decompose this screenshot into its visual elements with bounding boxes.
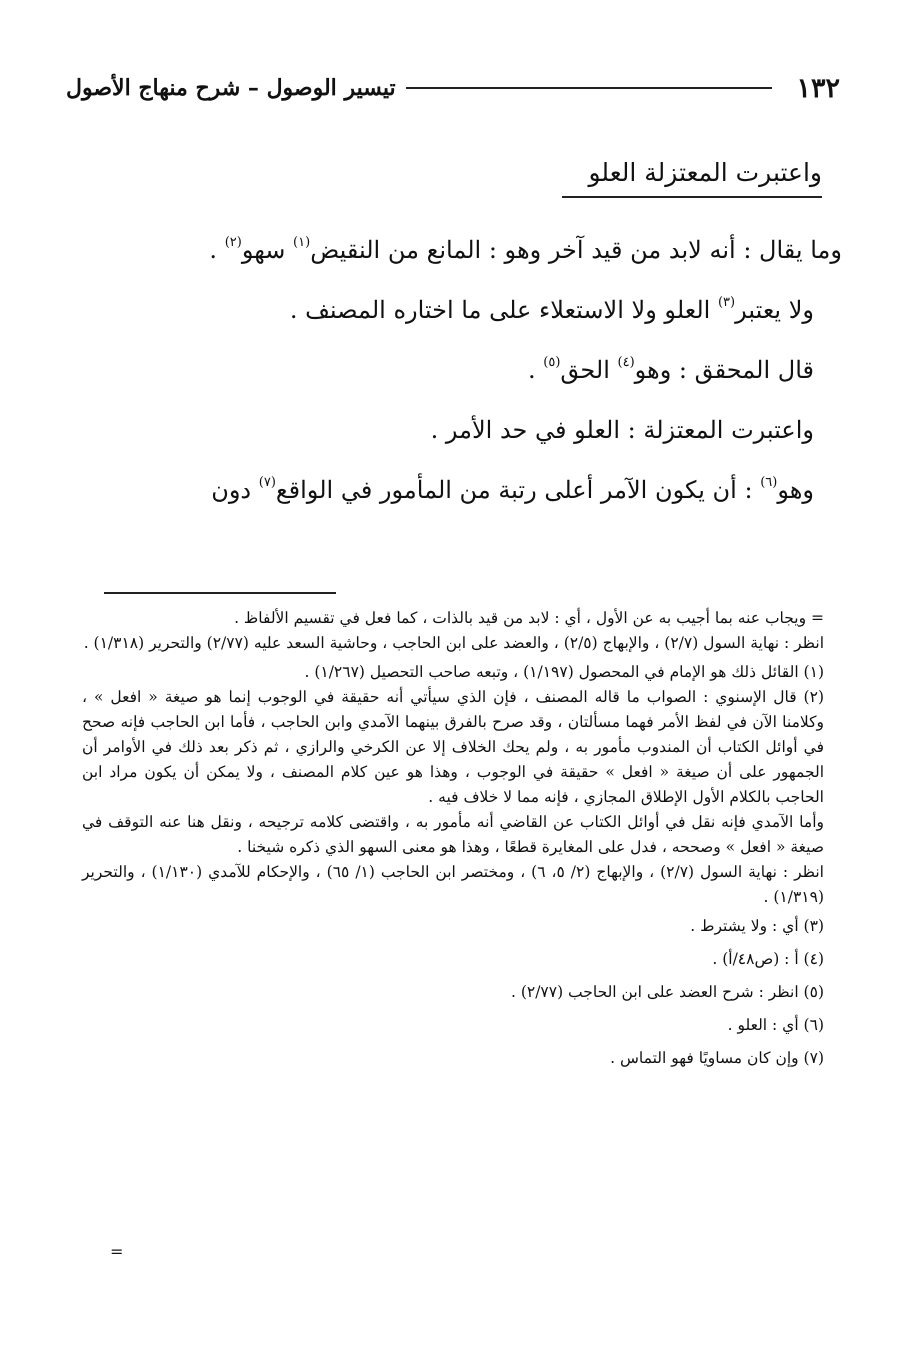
section-heading: واعتبرت المعتزلة العلو [562,150,822,198]
paragraph-4: واعتبرت المعتزلة : العلو في حد الأمر . [430,416,814,444]
footnote-separator [104,592,336,594]
footnote-continuation: = ويجاب عنه بما أجيب به عن الأول ، أي : لابد من قيد بالذات ، كما فعل في تقسيم الألفاظ . [234,609,824,627]
footnote-7: (٧) وإن كان مساويًا فهو التماس . [610,1049,824,1067]
continuation-mark: = [110,1242,124,1261]
paragraph-2: ولا يعتبر$^{(٣)}$ العلو ولا الاستعلاء على ما اختاره المصنف . [289,295,814,324]
footnote-ref-7: (٧) [258,475,276,490]
footnote-ref-3: (٣) [717,295,736,310]
footnote-ref-1: (١) [293,235,311,250]
footnote-6: (٦) أي : العلو . [727,1016,824,1034]
footnote-continuation-refs: انظر : نهاية السول (٢/٧) ، والإبهاج (٢/٥) ، والعضد على ابن الحاجب ، وحاشية السعد عليه (٢/٧٧) والتحرير (١/٣١٨) . [83,634,824,652]
footnote-1: (١) القائل ذلك هو الإمام في المحصول (١/١٩٧) ، وتبعه صاحب التحصيل (١/٢٦٧) . [304,663,824,681]
main-text [62,220,842,520]
running-header [66,66,840,110]
footnote-ref-4: (٤) [617,355,635,370]
paragraph-3: قال المحقق : وهو$^{(٤)}$ الحق$^{(٥)}$ . [527,355,814,384]
footnote-ref-2: (٢) [224,235,242,250]
footnotes [82,606,824,1075]
footnote-ref-6: (٦) [760,475,778,490]
page-number: ١٣٢ [796,72,840,104]
footnote-4: (٤) أ : (ص٤٨/أ) . [712,950,824,968]
footnote-2-refs: انظر : نهاية السول (٢/٧) ، والإبهاج (٢/ ٥، ٦) ، ومختصر ابن الحاجب (١/ ٦٥) ، والإحكام للآمدي (١/١٣٠) ، والتحرير (١/٣١٩) . [82,863,824,906]
paragraph-1: وما يقال : أنه لابد من قيد آخر وهو : المانع من النقيض$^{(١)}$ سهو$^{(٢)}$ . [209,235,842,264]
footnote-ref-5: (٥) [543,355,561,370]
header-rule [406,87,773,89]
footnote-2-cont: وأما الآمدي فإنه نقل في أوائل الكتاب عن القاضي أنه مأمور به ، واقتضى كلامه ترجيحه ، ونقل هنا عنه التوقف في صيغة « افعل » وصححه ، فدل على المغايرة قطعًا ، وهذا هو معنى السهو الذي ذكره شيخنا . [82,813,824,856]
running-title: تيسير الوصول – شرح منهاج الأصول [66,75,396,101]
footnote-5: (٥) انظر : شرح العضد على ابن الحاجب (٢/٧٧) . [510,983,824,1001]
footnote-2: (٢) قال الإسنوي : الصواب ما قاله المصنف ، فإن الذي سيأتي أنه حقيقة في الوجوب إنما هو صيغة « افعل » ، وكلامنا الآن في لفظ الأمر فهما مسألتان ، وقد صرح بالفرق بينهما الآمدي وابن الحاجب ، فأما ابن الحاجب فإنه صحح في أوائل الكتاب أن المندوب مأمور به ، ولم يحك الخلاف إلا عن الكرخي والرازي ، ثم ذكر بعد ذلك في الأوامر أن الجمهور على أن صيغة « افعل » حقيقة في الوجوب ، وهذا هو عين كلام المصنف ، ولا يمكن أن يكون مراد ابن الحاجب بالكلام الأول الإطلاق المجازي ، فإنه مما لا خلاف فيه . [82,688,824,806]
paragraph-5: وهو$^{(٦)}$ : أن يكون الآمر أعلى رتبة من المأمور في الواقع$^{(٧)}$ دون [211,475,814,504]
footnote-3: (٣) أي : ولا يشترط . [690,917,824,935]
